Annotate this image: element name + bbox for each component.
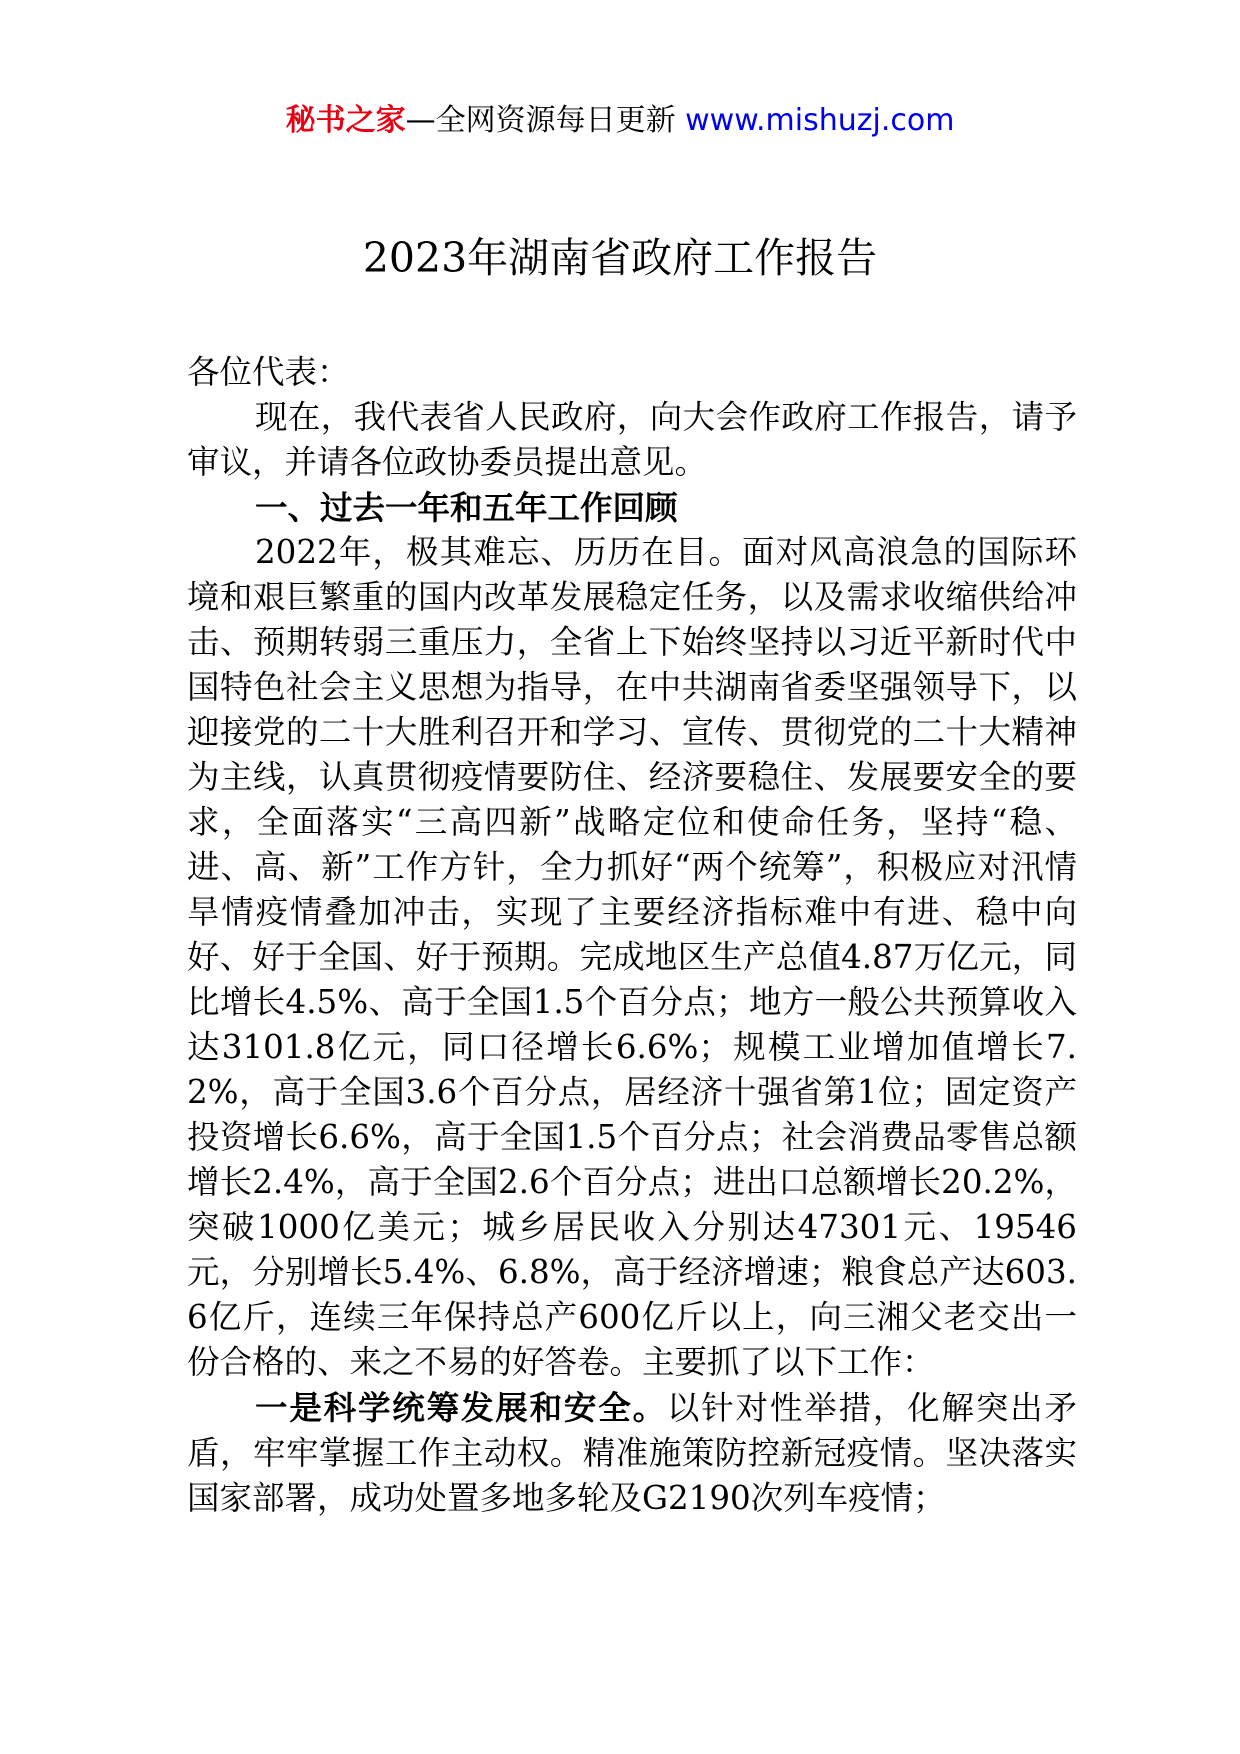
section-heading: 一、过去一年和五年工作回顾 — [255, 488, 678, 527]
document-body — [187, 350, 1077, 1521]
body-paragraph-point-one — [187, 1385, 1077, 1521]
site-url-link[interactable]: www.mishuzj.com — [685, 103, 955, 138]
brand-name: 秘书之家 — [285, 103, 406, 138]
site-header-banner — [0, 101, 1240, 141]
intro-paragraph: 现在，我代表省人民政府，向大会作政府工作报告，请予审议，并请各位政协委员提出意见。 — [187, 398, 1077, 481]
body-paragraph: 2022年，极其难忘、历历在目。面对风高浪急的国际环境和艰巨繁重的国内改革发展稳定任务，以及需求收缩供给冲击、预期转弱三重压力，全省上下始终坚持以习近平新时代中国特色社会主义思想为指导，在中共湖南省委坚强领导下，以迎接党的二十大胜利召开和学习、宣传、贯彻党的二十大精神为主线，认真贯彻疫情要防住、经济要稳住、发展要安全的要求，全面落实“三高四新”战略定位和使命任务，坚持“稳、进、高、新”工作方针，全力抓好“两个统筹”，积极应对汛情旱情疫情叠加冲击，实现了主要经济指标难中有进、稳中向好、好于全国、好于预期。完成地区生产总值4.87万亿元，同比增长4.5%、高于全国1.5个百分点；地方一般公共预算收入达3101.8亿元，同口径增长6.6%；规模工业增加值增长7.2%，高于全国3.6个百分点，居经济十强省第1位；固定资产投资增长6.6%，高于全国1.5个百分点；社会消费品零售总额增长2.4%，高于全国2.6个百分点；进出口总额增长20.2%，突破1000亿美元；城乡居民收入分别达47301元、19546元，分别增长5.4%、6.8%，高于经济增速；粮食总产达603.6亿斤，连续三年保持总产600亿斤以上，向三湘父老交出一份合格的、来之不易的好答卷。主要抓了以下工作： — [187, 533, 1077, 1381]
point-body-text: 以针对性举措，化解突出矛盾，牢牢掌握工作主动权。精准施策防控新冠疫情。坚决落实国家部署，成功处置多地多轮及G2190次列车疫情； — [187, 1389, 1077, 1517]
document-title: 2023年湖南省政府工作报告 — [362, 234, 878, 282]
header-tagline: —全网资源每日更新 — [405, 103, 686, 138]
salutation: 各位代表： — [187, 353, 350, 391]
point-lead-text: 一是科学统筹发展和安全。 — [255, 1388, 667, 1427]
